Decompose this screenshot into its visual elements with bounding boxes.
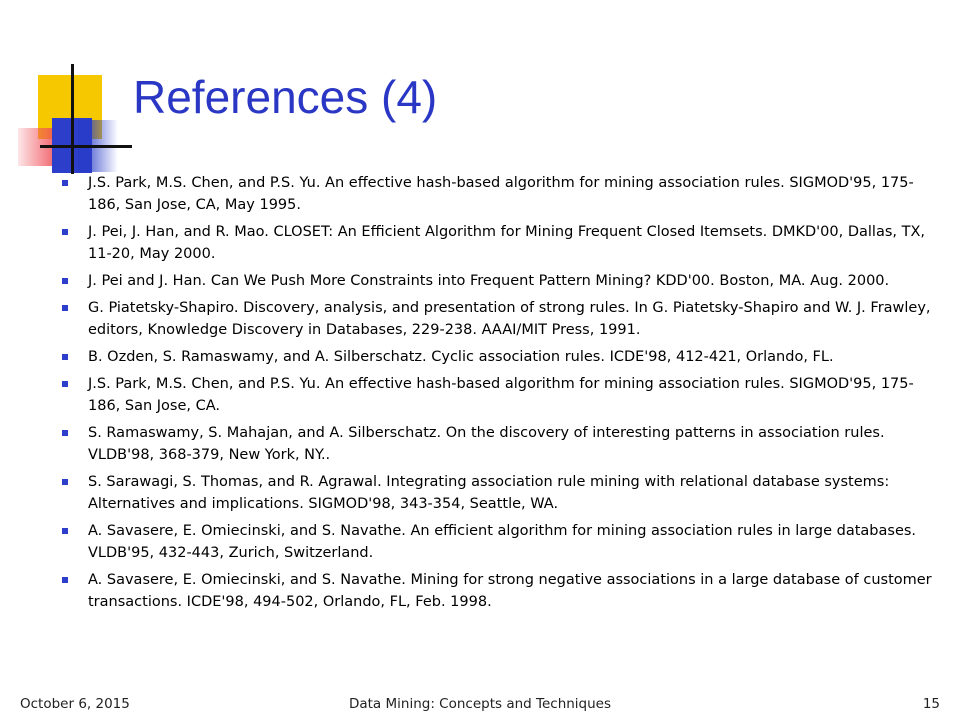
footer-title: Data Mining: Concepts and Techniques	[348, 696, 612, 712]
reference-text: A. Savasere, E. Omiecinski, and S. Navathe. Mining for strong negative associations in a large database of customer transactions. ICDE'98, 494-502, Orlando, FL, Feb. 1998.	[88, 572, 932, 610]
reference-item	[60, 471, 940, 515]
reference-item	[60, 346, 940, 368]
reference-item	[60, 569, 940, 613]
reference-text: S. Sarawagi, S. Thomas, and R. Agrawal. Integrating association rule mining with relational database systems: Alternatives and implications. SIGMOD'98, 343-354, Seattle, WA.	[88, 474, 890, 512]
square-bullet-icon	[62, 479, 68, 485]
reference-text: A. Savasere, E. Omiecinski, and S. Navathe. An efficient algorithm for mining association rules in large databases. VLDB'95, 432-443, Zurich, Switzerland.	[88, 523, 917, 561]
reference-text: B. Ozden, S. Ramaswamy, and A. Silberschatz. Cyclic association rules. ICDE'98, 412-421, Orlando, FL.	[88, 349, 834, 365]
reference-item	[60, 373, 940, 417]
reference-item	[60, 422, 940, 466]
page-title: References (4)	[133, 71, 438, 123]
reference-text: J. Pei, J. Han, and R. Mao. CLOSET: An Efficient Algorithm for Mining Frequent Closed Itemsets. DMKD'00, Dallas, TX, 11-20, May 2000.	[88, 224, 926, 262]
reference-item	[60, 172, 940, 216]
reference-item	[60, 270, 940, 292]
square-bullet-icon	[62, 430, 68, 436]
reference-text: S. Ramaswamy, S. Mahajan, and A. Silberschatz. On the discovery of interesting patterns in association rules. VLDB'98, 368-379, New York, NY..	[88, 425, 885, 463]
reference-text: J.S. Park, M.S. Chen, and P.S. Yu. An effective hash-based algorithm for mining association rules. SIGMOD'95, 175-186, San Jose, CA, May 1995.	[88, 175, 914, 213]
reference-text: J. Pei and J. Han. Can We Push More Constraints into Frequent Pattern Mining? KDD'00. Boston, MA. Aug. 2000.	[88, 273, 890, 289]
square-bullet-icon	[62, 528, 68, 534]
footer-page-number: 15	[922, 696, 940, 712]
square-bullet-icon	[62, 381, 68, 387]
square-bullet-icon	[62, 180, 68, 186]
square-bullet-icon	[62, 577, 68, 583]
reference-item	[60, 297, 940, 341]
decor-horizontal-line	[40, 145, 132, 148]
footer-date: October 6, 2015	[20, 696, 130, 712]
square-bullet-icon	[62, 305, 68, 311]
square-bullet-icon	[62, 229, 68, 235]
reference-text: G. Piatetsky-Shapiro. Discovery, analysis, and presentation of strong rules. In G. Piatetsky-Shapiro and W. J. Frawley, editors, Knowledge Discovery in Databases, 229-238. AAAI/MIT Press, 1991.	[88, 300, 931, 338]
reference-list	[60, 172, 940, 618]
reference-item	[60, 520, 940, 564]
reference-item	[60, 221, 940, 265]
decor-vertical-line	[71, 64, 74, 174]
square-bullet-icon	[62, 354, 68, 360]
reference-text: J.S. Park, M.S. Chen, and P.S. Yu. An effective hash-based algorithm for mining association rules. SIGMOD'95, 175-186, San Jose, CA.	[88, 376, 914, 414]
square-bullet-icon	[62, 278, 68, 284]
